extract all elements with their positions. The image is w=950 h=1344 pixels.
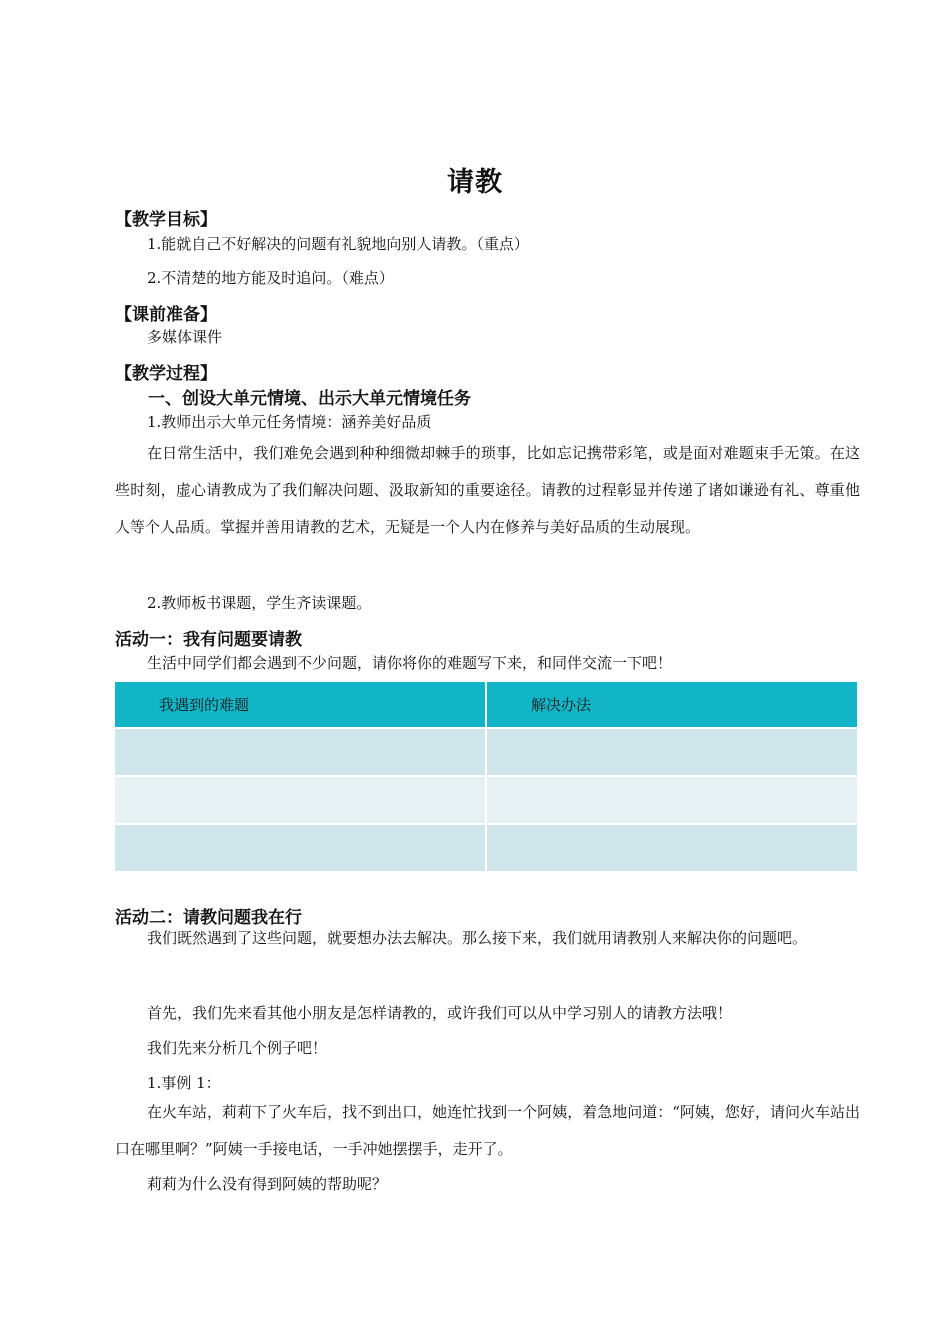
goal-item-1: 1.能就自己不好解决的问题有礼貌地向别人请教。（重点） (147, 235, 529, 253)
context-paragraph (115, 435, 860, 546)
case-label: 1.事例 1： (147, 1074, 221, 1092)
table-header-solution: 解决办法 (486, 681, 858, 728)
table-cell-solution[interactable] (486, 824, 858, 872)
table-cell-solution[interactable] (486, 776, 858, 824)
activity2-heading: 活动二：请教问题我在行 (115, 908, 302, 928)
table-row (114, 776, 858, 824)
activity1-intro: 生活中同学们都会遇到不少问题，请你将你的难题写下来，和同伴交流一下吧！ (147, 654, 673, 672)
table-cell-solution[interactable] (486, 728, 858, 776)
goal-item-2: 2.不清楚的地方能及时追问。（难点） (147, 269, 394, 287)
case-paragraph (115, 1094, 860, 1168)
prep-heading: 【课前准备】 (115, 305, 217, 325)
goals-heading: 【教学目标】 (115, 210, 217, 230)
table-cell-problem[interactable] (114, 824, 486, 872)
table-header-problem: 我遇到的难题 (114, 681, 486, 728)
activity2-para1 (115, 920, 860, 957)
part1-title: 一、创设大单元情境、出示大单元情境任务 (148, 389, 471, 409)
document-title: 请教 (447, 167, 503, 198)
context-paragraph-text: 在日常生活中，我们难免会遇到种种细微却棘手的琐事，比如忘记携带彩笔，或是面对难题束手无策。在这些时刻，虚心请教成为了我们解决问题、汲取新知的重要途径。请教的过程彰显并传递了诸如谦逊有礼、尊重他人等个人品质。掌握并善用请教的艺术，无疑是一个人内在修养与美好品质的生动展现。 (115, 444, 860, 536)
table-cell-problem[interactable] (114, 728, 486, 776)
problem-table (113, 680, 859, 873)
activity2-para1-text: 我们既然遇到了这些问题，就要想办法去解决。那么接下来，我们就用请教别人来解决你的问题吧。 (147, 929, 808, 947)
activity2-para2: 首先，我们先来看其他小朋友是怎样请教的，或许我们可以从中学习别人的请教方法哦！ (147, 1004, 733, 1022)
table-cell-problem[interactable] (114, 776, 486, 824)
table-row (114, 728, 858, 776)
case-question: 莉莉为什么没有得到阿姨的帮助呢？ (147, 1175, 388, 1193)
activity1-heading: 活动一：我有问题要请教 (115, 630, 302, 650)
case-paragraph-text: 在火车站，莉莉下了火车后，找不到出口，她连忙找到一个阿姨，着急地问道：“阿姨，您好，请问火车站出口在哪里啊？”阿姨一手接电话，一手冲她摆摆手，走开了。 (115, 1103, 860, 1158)
activity2-para3: 我们先来分析几个例子吧！ (147, 1039, 328, 1057)
table-row (114, 824, 858, 872)
process-heading: 【教学过程】 (115, 364, 217, 384)
process-step-2: 2.教师板书课题，学生齐读课题。 (147, 594, 372, 612)
process-step-1: 1.教师出示大单元任务情境：涵养美好品质 (147, 413, 432, 431)
prep-text: 多媒体课件 (147, 328, 223, 346)
table-header-row (114, 681, 858, 728)
